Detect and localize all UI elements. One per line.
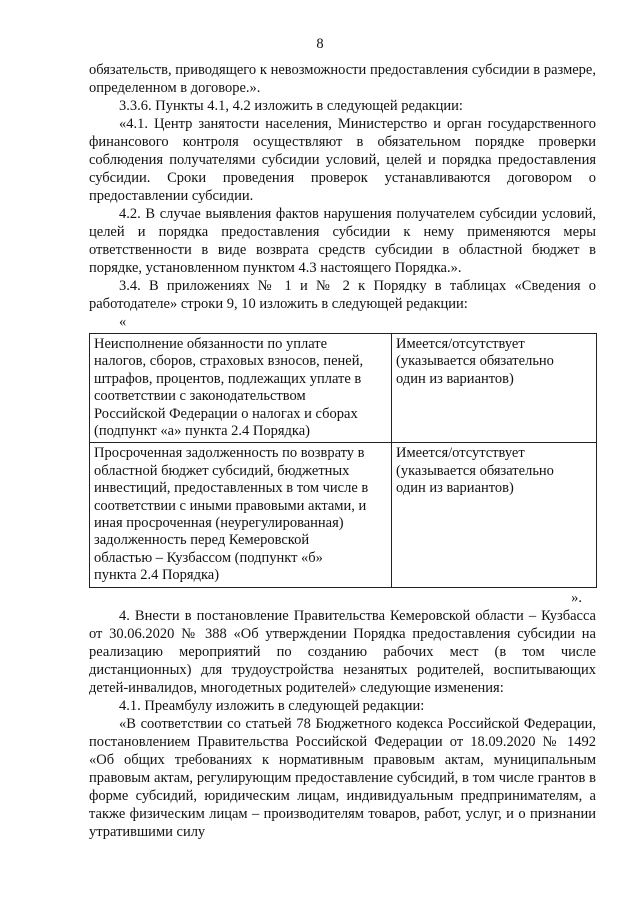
cell-line: пункта 2.4 Порядка)	[94, 567, 220, 584]
cell-line: налогов, сборов, страховых взносов, пеней,	[94, 353, 364, 370]
table-cell-description	[90, 443, 392, 587]
table-open-quote: «	[119, 314, 127, 330]
cell-line: иная просроченная (неурегулированная)	[94, 515, 344, 532]
table-close-quote: ».	[571, 589, 582, 606]
cell-line: один из вариантов)	[396, 370, 514, 387]
cell-line: Имеется/отсутствует	[396, 445, 525, 462]
paragraph-preamble-text: «В соответствии со статьей 78 Бюджетного кодекса Российской Федерации, постановлением Правительства Российской Федерации от 18.09.2020 № 1492 «Об общих требованиях к нормативным правовым актам, муниципальным правовым актам, регулирующим предоставление субсидий, в том числе грантов в форме субсидий, юридическим лицам, индивидуальным предпринимателям, а также физическим лицам – производителям товаров, работ, услуг, и о признании утратившими силу	[89, 715, 596, 840]
cell-line: Имеется/отсутствует	[396, 336, 525, 352]
cell-line: Российской Федерации о налогах и сборах	[94, 405, 358, 422]
cell-line: областью – Кузбассом (подпункт «б»	[94, 549, 323, 566]
paragraph-4-2: 4.2. В случае выявления фактов нарушения получателем субсидии условий, целей и порядка предоставления субсидии к нему применяются меры ответственности в виде возврата средств субсидии в областной бюджет в порядке, установленном пунктом 4.3 настоящего Порядка.».	[89, 206, 596, 276]
cell-line: соответствии с иными правовыми актами, и	[94, 497, 367, 514]
cell-line: Просроченная задолженность по возврату в	[94, 445, 365, 462]
paragraph-4-1: «4.1. Центр занятости населения, Министерство и орган государственного финансового контроля осуществляют в обязательном порядке проверки соблюдения получателями субсидии условий, целей и порядка предоставления субсидии. Сроки проведения проверок устанавливаются договором о предоставлении субсидии.	[89, 116, 596, 204]
table-cell-status	[392, 334, 597, 443]
cell-line: один из вариантов)	[396, 480, 514, 497]
table-row	[90, 334, 597, 443]
cell-line: инвестиций, предоставленных в том числе в	[94, 480, 369, 497]
page-number: 8	[316, 36, 324, 52]
cell-line: штрафов, процентов, подлежащих уплате в	[94, 370, 362, 387]
table-cell-description	[90, 334, 392, 443]
paragraph-3-4: 3.4. В приложениях № 1 и № 2 к Порядку в таблицах «Сведения о работодателе» строки 9, 10 изложить в следующей редакции:	[89, 278, 596, 312]
cell-line: (указывается обязательно	[396, 353, 554, 370]
cell-line: (указывается обязательно	[396, 462, 554, 479]
table-cell-status	[392, 443, 597, 587]
document-body	[89, 61, 596, 841]
cell-line: (подпункт «а» пункта 2.4 Порядка)	[94, 423, 310, 440]
cell-line: соответствии с законодательством	[94, 388, 306, 405]
paragraph-3-3-6: 3.3.6. Пункты 4.1, 4.2 изложить в следующей редакции:	[119, 98, 463, 114]
paragraph-continuation: обязательств, приводящего к невозможности предоставления субсидии в размере, определенном в договоре.».	[89, 62, 596, 96]
paragraph-4-1-preamble: 4.1. Преамбулу изложить в следующей редакции:	[119, 697, 425, 714]
cell-line: Неисполнение обязанности по уплате	[94, 336, 328, 352]
paragraph-4: 4. Внести в постановление Правительства Кемеровской области – Кузбасса от 30.06.2020 № 388 «Об утверждении Порядка предоставления субсидии на реализацию мероприятий по созданию рабочих мест (в том числе дистанционных) для трудоустройства незанятых родителей, воспитывающих детей-инвалидов, многодетных родителей» следующие изменения:	[89, 607, 596, 696]
table-row	[90, 443, 597, 587]
cell-line: задолженность перед Кемеровской	[94, 532, 310, 549]
cell-line: областной бюджет субсидий, бюджетных	[94, 462, 350, 479]
employer-info-table	[89, 333, 597, 588]
